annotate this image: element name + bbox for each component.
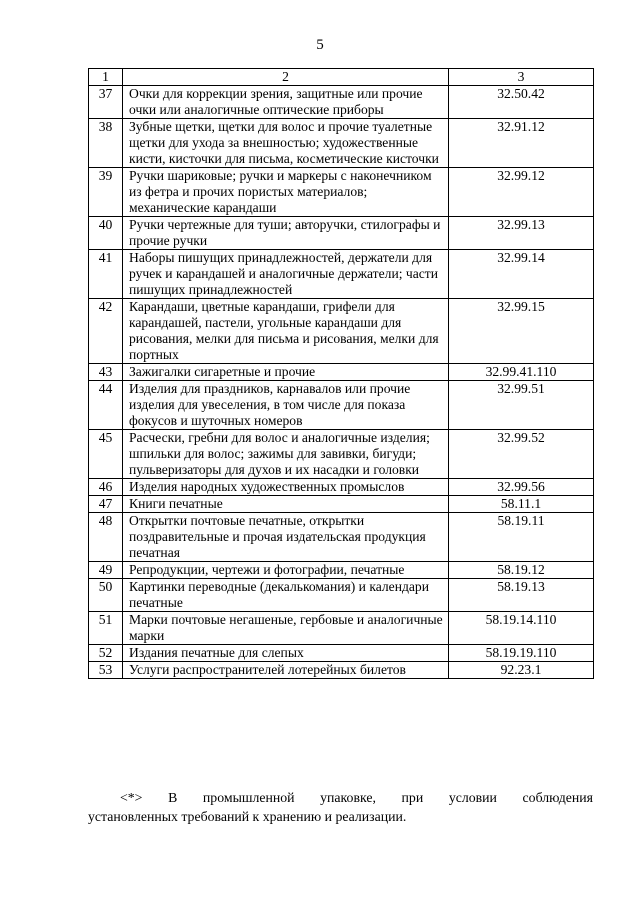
row-number: 51	[89, 612, 123, 645]
okpd-code: 32.99.52	[449, 430, 594, 479]
table-header-row	[89, 69, 594, 86]
okpd-code: 58.19.11	[449, 513, 594, 562]
table-row	[89, 479, 594, 496]
row-number: 49	[89, 562, 123, 579]
row-number: 48	[89, 513, 123, 562]
product-name: Марки почтовые негашеные, гербовые и аналогичные марки	[123, 612, 449, 645]
okpd-code: 32.99.12	[449, 168, 594, 217]
table-row	[89, 299, 594, 364]
table-row	[89, 86, 594, 119]
okpd-code: 58.19.14.110	[449, 612, 594, 645]
table-row	[89, 217, 594, 250]
product-name: Карандаши, цветные карандаши, грифели для карандашей, пастели, угольные карандаши для рисования, мелки для письма и рисования, мелки для портных	[123, 299, 449, 364]
product-name: Ручки шариковые; ручки и маркеры с наконечником из фетра и прочих пористых материалов; механические карандаши	[123, 168, 449, 217]
okpd-code: 58.19.12	[449, 562, 594, 579]
product-name: Ручки чертежные для туши; авторучки, стилографы и прочие ручки	[123, 217, 449, 250]
page-number: 5	[316, 37, 324, 53]
column-header-1: 1	[89, 69, 123, 86]
product-name: Репродукции, чертежи и фотографии, печатные	[123, 562, 449, 579]
product-name: Очки для коррекции зрения, защитные или прочие очки или аналогичные оптические приборы	[123, 86, 449, 119]
table-row	[89, 430, 594, 479]
okpd-code: 58.19.13	[449, 579, 594, 612]
row-number: 50	[89, 579, 123, 612]
product-name: Услуги распространителей лотерейных билетов	[123, 662, 449, 679]
footnote-line-2: установленных требований к хранению и реализации.	[88, 809, 407, 824]
row-number: 39	[89, 168, 123, 217]
column-header-3: 3	[449, 69, 594, 86]
table-row	[89, 381, 594, 430]
product-name: Книги печатные	[123, 496, 449, 513]
table-row	[89, 513, 594, 562]
table-row	[89, 562, 594, 579]
row-number: 45	[89, 430, 123, 479]
footnote	[88, 788, 593, 826]
row-number: 52	[89, 645, 123, 662]
table-row	[89, 496, 594, 513]
okpd-code: 32.99.51	[449, 381, 594, 430]
row-number: 46	[89, 479, 123, 496]
product-name: Расчески, гребни для волос и аналогичные изделия; шпильки для волос; зажимы для завивки, бигуди; пульверизаторы для духов и их насадки и головки	[123, 430, 449, 479]
okpd-code: 58.19.19.110	[449, 645, 594, 662]
okpd-code: 92.23.1	[449, 662, 594, 679]
table-row	[89, 168, 594, 217]
table-row	[89, 662, 594, 679]
table-row	[89, 612, 594, 645]
product-name: Изделия для праздников, карнавалов или прочие изделия для увеселения, в том числе для показа фокусов и шуточных номеров	[123, 381, 449, 430]
okpd-code: 32.99.13	[449, 217, 594, 250]
row-number: 37	[89, 86, 123, 119]
row-number: 47	[89, 496, 123, 513]
table-row	[89, 364, 594, 381]
okpd-code: 32.99.41.110	[449, 364, 594, 381]
row-number: 43	[89, 364, 123, 381]
row-number: 42	[89, 299, 123, 364]
table-row	[89, 250, 594, 299]
product-name: Зажигалки сигаретные и прочие	[123, 364, 449, 381]
column-header-2: 2	[123, 69, 449, 86]
okpd-code: 32.99.14	[449, 250, 594, 299]
product-name: Изделия народных художественных промыслов	[123, 479, 449, 496]
table-row	[89, 119, 594, 168]
row-number: 44	[89, 381, 123, 430]
okpd-code: 32.50.42	[449, 86, 594, 119]
table-body	[89, 86, 594, 679]
table-row	[89, 579, 594, 612]
okpd-code: 32.99.56	[449, 479, 594, 496]
product-name: Открытки почтовые печатные, открытки поздравительные и прочая издательская продукция печатная	[123, 513, 449, 562]
row-number: 40	[89, 217, 123, 250]
product-name: Наборы пишущих принадлежностей, держатели для ручек и карандашей и аналогичные держатели; части пишущих принадлежностей	[123, 250, 449, 299]
row-number: 41	[89, 250, 123, 299]
goods-table	[88, 68, 594, 679]
row-number: 53	[89, 662, 123, 679]
product-name: Картинки переводные (декалькомания) и календари печатные	[123, 579, 449, 612]
row-number: 38	[89, 119, 123, 168]
table-row	[89, 645, 594, 662]
okpd-code: 32.91.12	[449, 119, 594, 168]
product-name: Зубные щетки, щетки для волос и прочие туалетные щетки для ухода за внешностью; художественные кисти, кисточки для письма, косметические кисточки	[123, 119, 449, 168]
okpd-code: 32.99.15	[449, 299, 594, 364]
product-name: Издания печатные для слепых	[123, 645, 449, 662]
footnote-line-1: <*> В промышленной упаковке, при условии соблюдения	[120, 790, 593, 805]
okpd-code: 58.11.1	[449, 496, 594, 513]
